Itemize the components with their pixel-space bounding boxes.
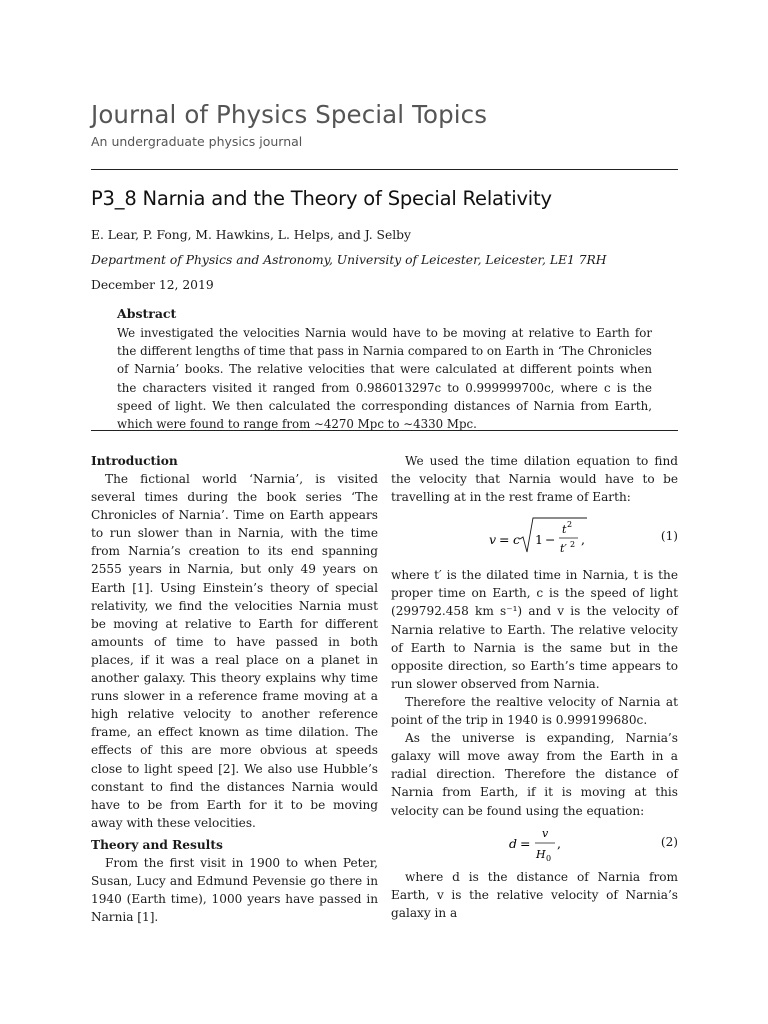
svg-text:=: = xyxy=(520,835,531,851)
svg-text:t′: t′ xyxy=(560,542,567,556)
svg-text:0: 0 xyxy=(546,853,552,863)
right-paragraph-3: Therefore the realtive velocity of Narnia at point of the trip in 1940 is 0.999199680c. xyxy=(391,694,678,728)
equation-1-number: (1) xyxy=(660,529,678,544)
section-heading-theory: Theory and Results xyxy=(91,837,223,852)
left-column xyxy=(91,452,378,926)
right-paragraph-5: where d is the distance of Narnia from Earth, v is the relative velocity of Narnia’s galaxy in a xyxy=(391,869,678,920)
svg-text:1: 1 xyxy=(535,532,543,548)
svg-text:,: , xyxy=(581,532,585,548)
header-rule xyxy=(91,169,678,170)
svg-text:t: t xyxy=(562,523,567,537)
journal-subtitle: An undergraduate physics journal xyxy=(91,134,303,149)
paper-title: P3_8 Narnia and the Theory of Special Relativity xyxy=(91,187,552,210)
svg-text:2: 2 xyxy=(567,520,573,530)
paper-authors: E. Lear, P. Fong, M. Hawkins, L. Helps, and J. Selby xyxy=(91,228,411,242)
svg-text:v: v xyxy=(489,532,497,548)
theory-paragraph: From the first visit in 1900 to when Peter, Susan, Lucy and Edmund Pevensie go there in 1940 (Earth time), 1000 years have passed in Narnia [1]. xyxy=(91,855,378,925)
section-heading-introduction: Introduction xyxy=(91,454,178,468)
svg-text:c: c xyxy=(513,532,521,548)
equation-2-number: (2) xyxy=(660,834,678,849)
abstract-rule xyxy=(91,430,678,431)
equation-1 xyxy=(391,512,678,562)
right-column xyxy=(391,452,678,922)
svg-text:−: − xyxy=(545,532,556,548)
time-dilation-equation xyxy=(489,512,609,562)
right-paragraph-1: We used the time dilation equation to find the velocity that Narnia would have to be travelling at in the rest frame of Earth: xyxy=(391,454,678,505)
svg-text:=: = xyxy=(499,532,510,548)
svg-text:2: 2 xyxy=(570,540,576,550)
introduction-paragraph: The fictional world ‘Narnia’, is visited several times during the book series ‘The Chronicles of Narnia’. Time on Earth appears to run slower than in Narnia, with the time from Narnia’s creation to its end spanning 2555 years in Narnia, but only 49 years on Earth [1]. Using Einstein’s theory of special relativity, we find the velocities Narnia must be moving at relative to Earth for different amounts of time to have passed in both places, if it was a real place on a planet in another galaxy. This theory explains why time runs slower in a reference frame moving at a high relative velocity to another reference frame, an effect known as time dilation. The effects of this are more obvious at speeds close to light speed [2]. We also use Hubble’s constant to find the distances Narnia would have to be from Earth for it to be moving away with these velocities. xyxy=(91,472,378,830)
abstract-text: We investigated the velocities Narnia would have to be moving at relative to Earth for the different lengths of time that pass in Narnia compared to on Earth in ‘The Chronicles of Narnia’ books. The relative velocities that were calculated at different points when the characters visited it ranged from 0.986013297c to 0.999999700c, where c is the speed of light. We then calculated the corresponding distances of Narnia from Earth, which were found to range from ∼4270 Mpc to ∼4330 Mpc. xyxy=(117,326,652,432)
svg-text:H: H xyxy=(536,847,546,861)
svg-text:v: v xyxy=(542,826,549,840)
svg-text:,: , xyxy=(557,835,561,851)
abstract-heading: Abstract xyxy=(117,306,177,321)
right-paragraph-2: where t′ is the dilated time in Narnia, t is the proper time on Earth, c is the speed of light (299792.458 km s⁻¹) and v is the velocity of Narnia relative to Earth. The relative velocity of Earth to Narnia is the same but in the opposite direction, so Earth’s time appears to run slower observed from Narnia. xyxy=(391,568,678,691)
paper-date: December 12, 2019 xyxy=(91,278,214,292)
abstract xyxy=(117,306,652,433)
svg-text:d: d xyxy=(509,835,518,851)
hubble-distance-equation xyxy=(509,822,599,866)
paper-affiliation: Department of Physics and Astronomy, University of Leicester, Leicester, LE1 7RH xyxy=(91,253,607,267)
right-paragraph-4: As the universe is expanding, Narnia’s galaxy will move away from the Earth in a radial direction. Therefore the distance of Narnia from Earth, if it is moving at this velocity can be found using the equation: xyxy=(391,731,678,818)
journal-title: Journal of Physics Special Topics xyxy=(91,100,488,129)
equation-2 xyxy=(391,822,678,866)
